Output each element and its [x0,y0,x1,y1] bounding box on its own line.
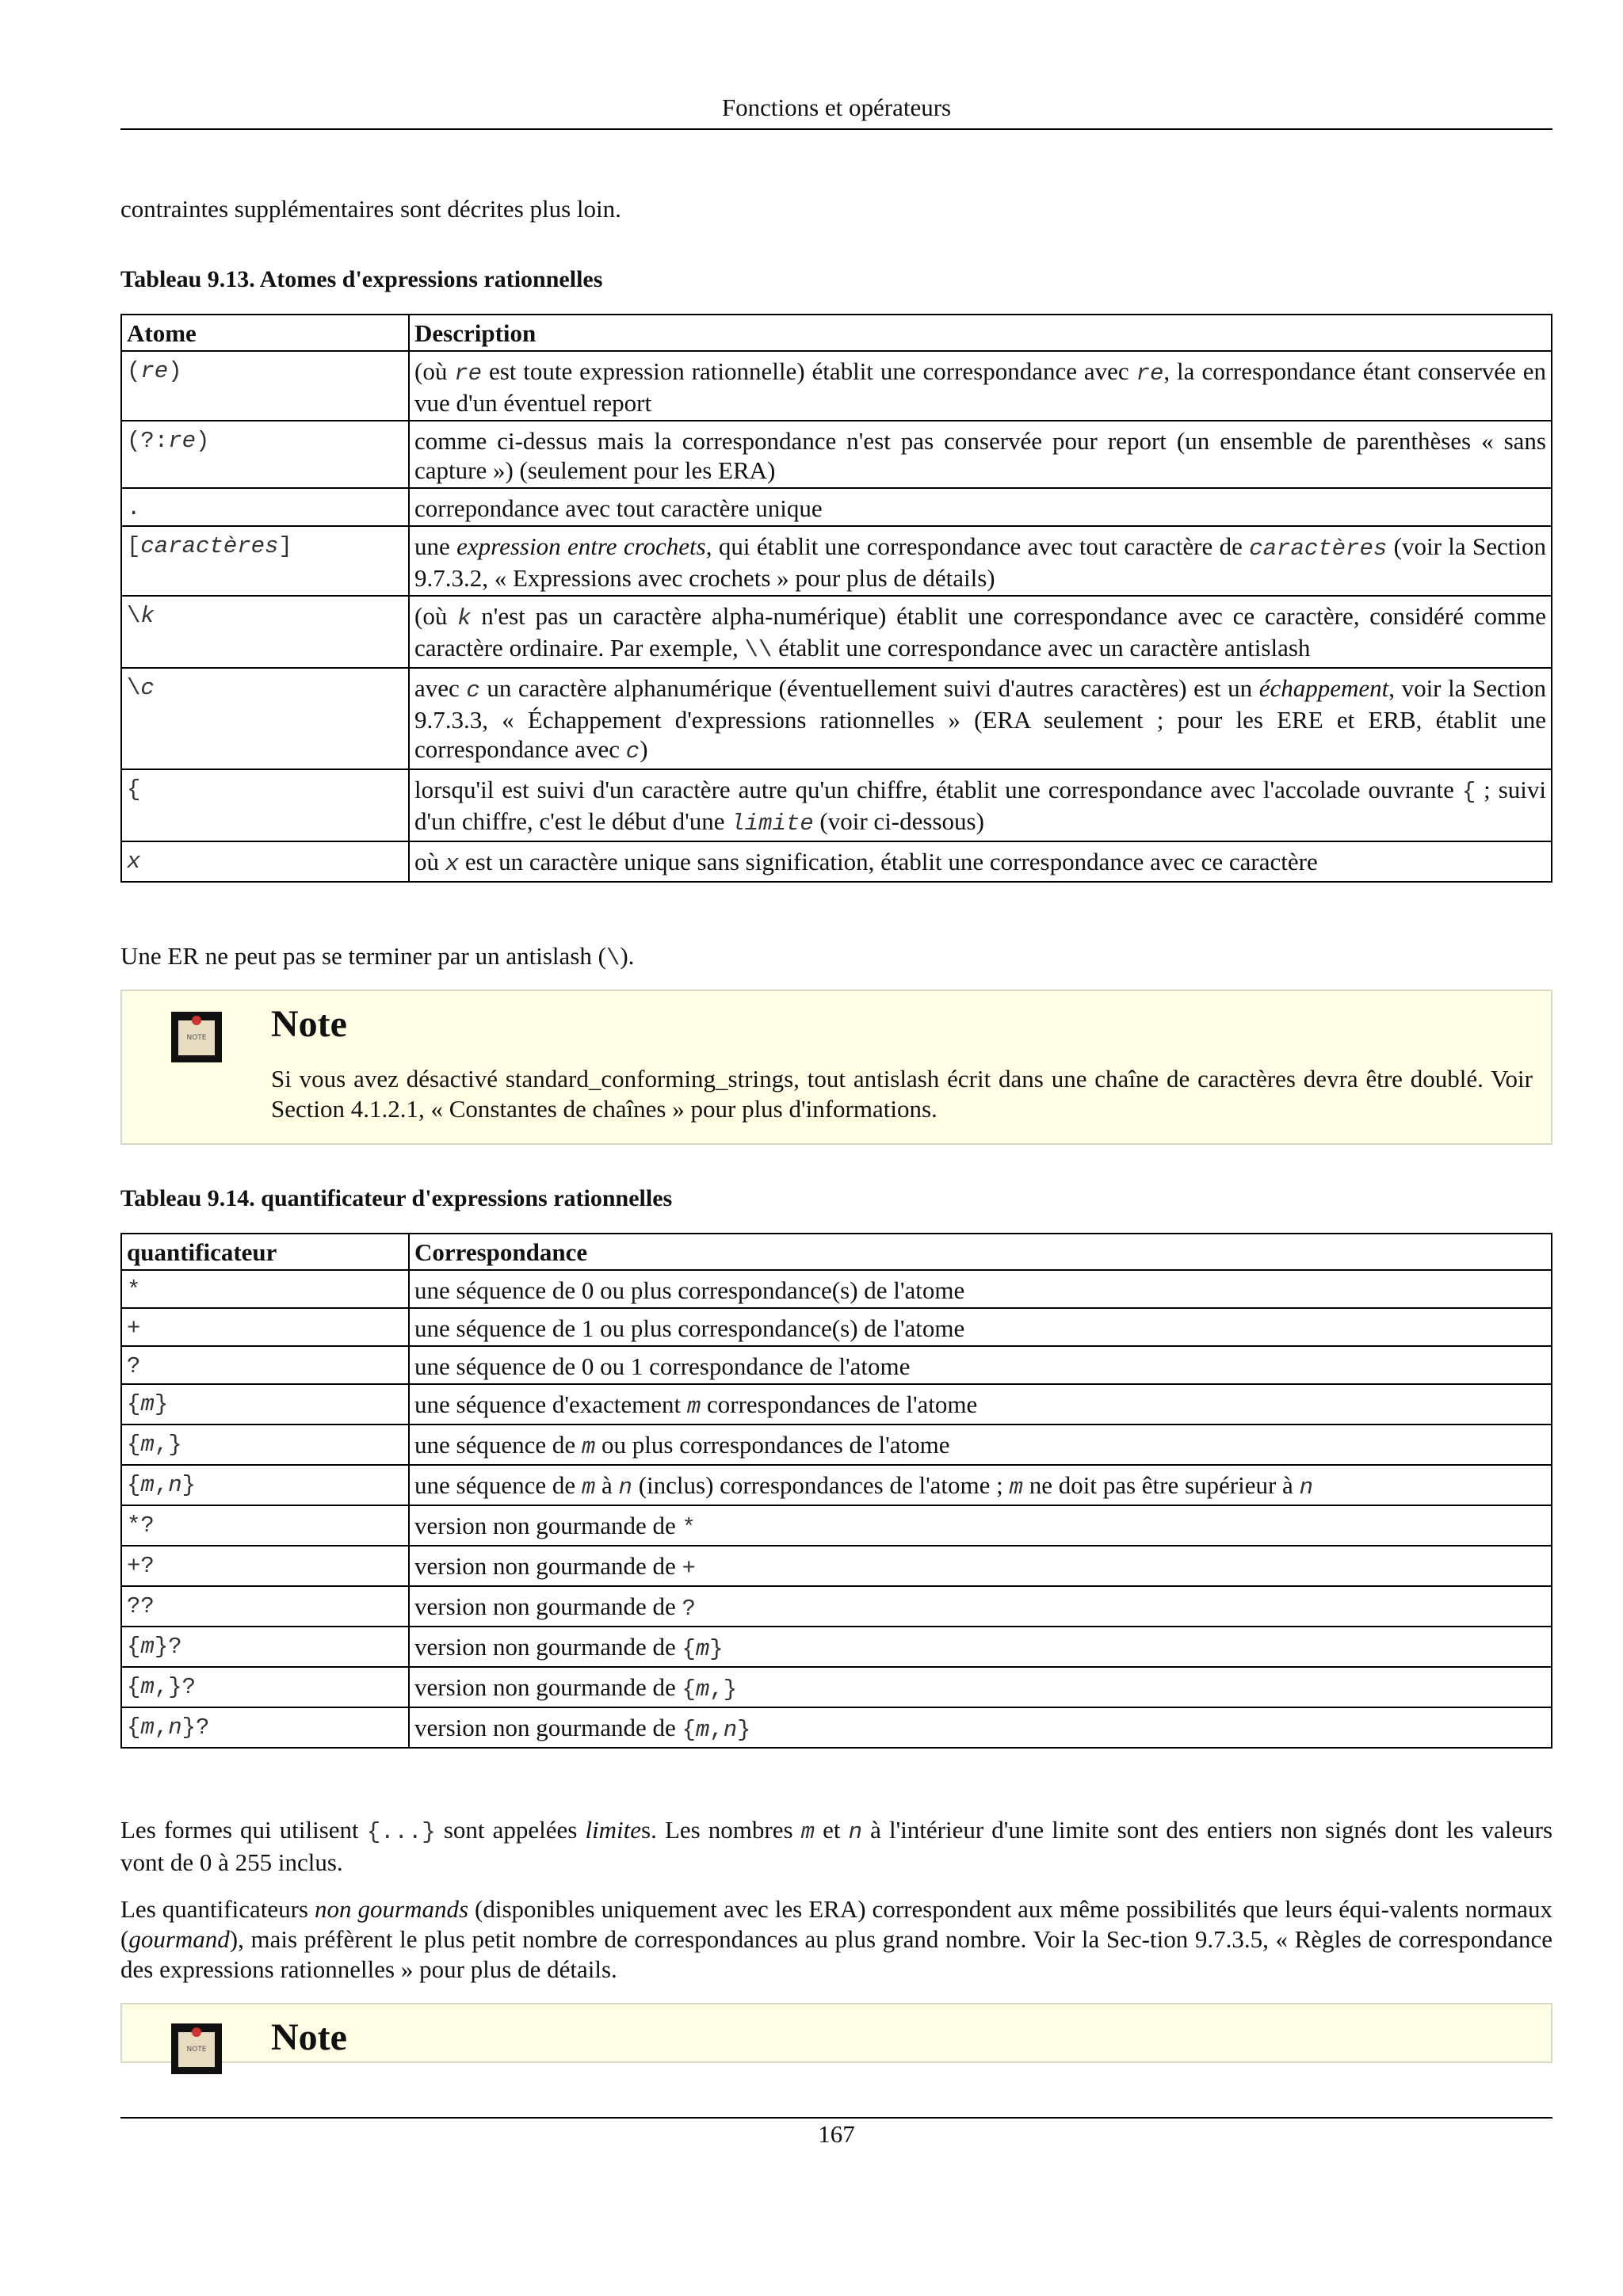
table-row [121,1425,1552,1465]
description-cell: une expression entre crochets, qui établit une correspondance avec tout caractère de caractères (voir la Section 9.7.3.2, « Expressions avec crochets » pour plus de détails) [409,526,1552,596]
atom-cell: [caractères] [121,526,409,596]
match-cell: une séquence d'exactement m correspondances de l'atome [409,1384,1552,1425]
match-cell: une séquence de 0 ou plus correspondance(s) de l'atome [409,1270,1552,1308]
note-icon: NOTE [171,1012,222,1062]
quantifier-cell: {m,}? [121,1667,409,1707]
match-cell: version non gourmande de {m} [409,1627,1552,1667]
atoms-table [120,314,1552,883]
match-cell: une séquence de 0 ou 1 correspondance de l'atome [409,1346,1552,1384]
quantifier-cell: ?? [121,1586,409,1627]
table-row [121,1346,1552,1384]
column-header-atome: Atome [121,315,409,351]
description-cell: correpondance avec tout caractère unique [409,488,1552,526]
quantifier-cell: ? [121,1346,409,1384]
atom-cell: . [121,488,409,526]
description-cell: (où k n'est pas un caractère alpha-numérique) établit une correspondance avec ce caractère, considéré comme caractère ordinaire. Par exemple, \\ établit une correspondance avec un caractère antislash [409,596,1552,668]
table-row [121,1505,1552,1546]
limits-paragraph: Les formes qui utilisent {...} sont appelées limites. Les nombres m et n à l'intérieur d'une limite sont des entiers non signés dont les valeurs vont de 0 à 255 inclus. [120,1816,1553,1876]
column-header-description: Description [409,315,1552,351]
atom-cell: \c [121,668,409,769]
atom-cell: x [121,841,409,882]
page-number: 167 [818,2120,855,2148]
table-row [121,526,1552,596]
match-cell: version non gourmande de {m,n} [409,1707,1552,1748]
table-row [121,1707,1552,1748]
table-row [121,1270,1552,1308]
atom-cell: { [121,769,409,841]
footer-rule [120,2117,1552,2119]
running-header: Fonctions et opérateurs [721,93,952,121]
match-cell: version non gourmande de + [409,1546,1552,1586]
note-title: Note [271,1003,347,1045]
match-cell: version non gourmande de {m,} [409,1667,1552,1707]
table-row [121,1546,1552,1586]
note-icon: NOTE [171,2023,222,2074]
intro-text: contraintes supplémentaires sont décrites plus loin. [120,195,621,223]
trailing-backslash-text: Une ER ne peut pas se terminer par un antislash (\). [120,942,635,971]
quantifier-cell: *? [121,1505,409,1546]
match-cell: version non gourmande de ? [409,1586,1552,1627]
quantifier-cell: + [121,1308,409,1346]
quantifier-cell: {m,n}? [121,1707,409,1748]
note-box [120,2003,1552,2063]
table-row [121,668,1552,769]
atom-cell: \k [121,596,409,668]
column-header-quantificateur: quantificateur [121,1234,409,1270]
column-header-correspondance: Correspondance [409,1234,1552,1270]
table-header-row [121,315,1552,351]
match-cell: une séquence de m ou plus correspondances de l'atome [409,1425,1552,1465]
quantifier-cell: {m,n} [121,1465,409,1505]
table-row [121,1586,1552,1627]
description-cell: avec c un caractère alphanumérique (éventuellement suivi d'autres caractères) est un échappement, voir la Section 9.7.3.3, « Échappement d'expressions rationnelles » (ERA seulement ; pour les ERE et ERB, établit une correspondance avec c) [409,668,1552,769]
atom-cell: (re) [121,351,409,421]
pin-icon [192,2027,201,2037]
match-cell: version non gourmande de * [409,1505,1552,1546]
pin-icon [192,1016,201,1025]
table-row [121,488,1552,526]
match-cell: une séquence de 1 ou plus correspondance(s) de l'atome [409,1308,1552,1346]
table-row [121,351,1552,421]
atom-cell: (?:re) [121,421,409,488]
table-row [121,1465,1552,1505]
note-body: Si vous avez désactivé standard_conforming_strings, tout antislash écrit dans une chaîne de caractères devra être doublé. Voir Section 4.1.2.1, « Constantes de chaînes » pour plus d'informations. [271,1065,1533,1123]
table-row [121,1384,1552,1425]
table1-caption: Tableau 9.13. Atomes d'expressions rationnelles [120,266,603,292]
table-row [121,841,1552,882]
table-header-row [121,1234,1552,1270]
description-cell: comme ci-dessus mais la correspondance n'est pas conservée pour report (un ensemble de parenthèses « sans capture ») (seulement pour les ERA) [409,421,1552,488]
quantifier-cell: {m}? [121,1627,409,1667]
table-row [121,769,1552,841]
header-rule [120,128,1552,130]
note-title: Note [271,2016,347,2058]
description-cell: lorsqu'il est suivi d'un caractère autre qu'un chiffre, établit une correspondance avec l'accolade ouvrante { ; suivi d'un chiffre, c'est le début d'une limite (voir ci-dessous) [409,769,1552,841]
quantifier-cell: {m} [121,1384,409,1425]
quantifier-cell: * [121,1270,409,1308]
note-box [120,990,1552,1145]
table-row [121,1627,1552,1667]
description-cell: (où re est toute expression rationnelle) établit une correspondance avec re, la correspondance étant conservée en vue d'un éventuel report [409,351,1552,421]
quantifiers-table [120,1233,1552,1749]
quantifier-cell: +? [121,1546,409,1586]
match-cell: une séquence de m à n (inclus) correspondances de l'atome ; m ne doit pas être supérieur à n [409,1465,1552,1505]
table2-caption: Tableau 9.14. quantificateur d'expressions rationnelles [120,1185,673,1211]
non-greedy-paragraph: Les quantificateurs non gourmands (disponibles uniquement avec les ERA) correspondent aux même possibilités que leurs équi-valents normaux (gourmand), mais préfèrent le plus petit nombre de correspondances au plus grand nombre. Voir la Sec-tion 9.7.3.5, « Règles de correspondance des expressions rationnelles » pour plus de détails. [120,1895,1553,1983]
quantifier-cell: {m,} [121,1425,409,1465]
description-cell: où x est un caractère unique sans signification, établit une correspondance avec ce caractère [409,841,1552,882]
table-row [121,1308,1552,1346]
table-row [121,596,1552,668]
table-row [121,1667,1552,1707]
table-row [121,421,1552,488]
